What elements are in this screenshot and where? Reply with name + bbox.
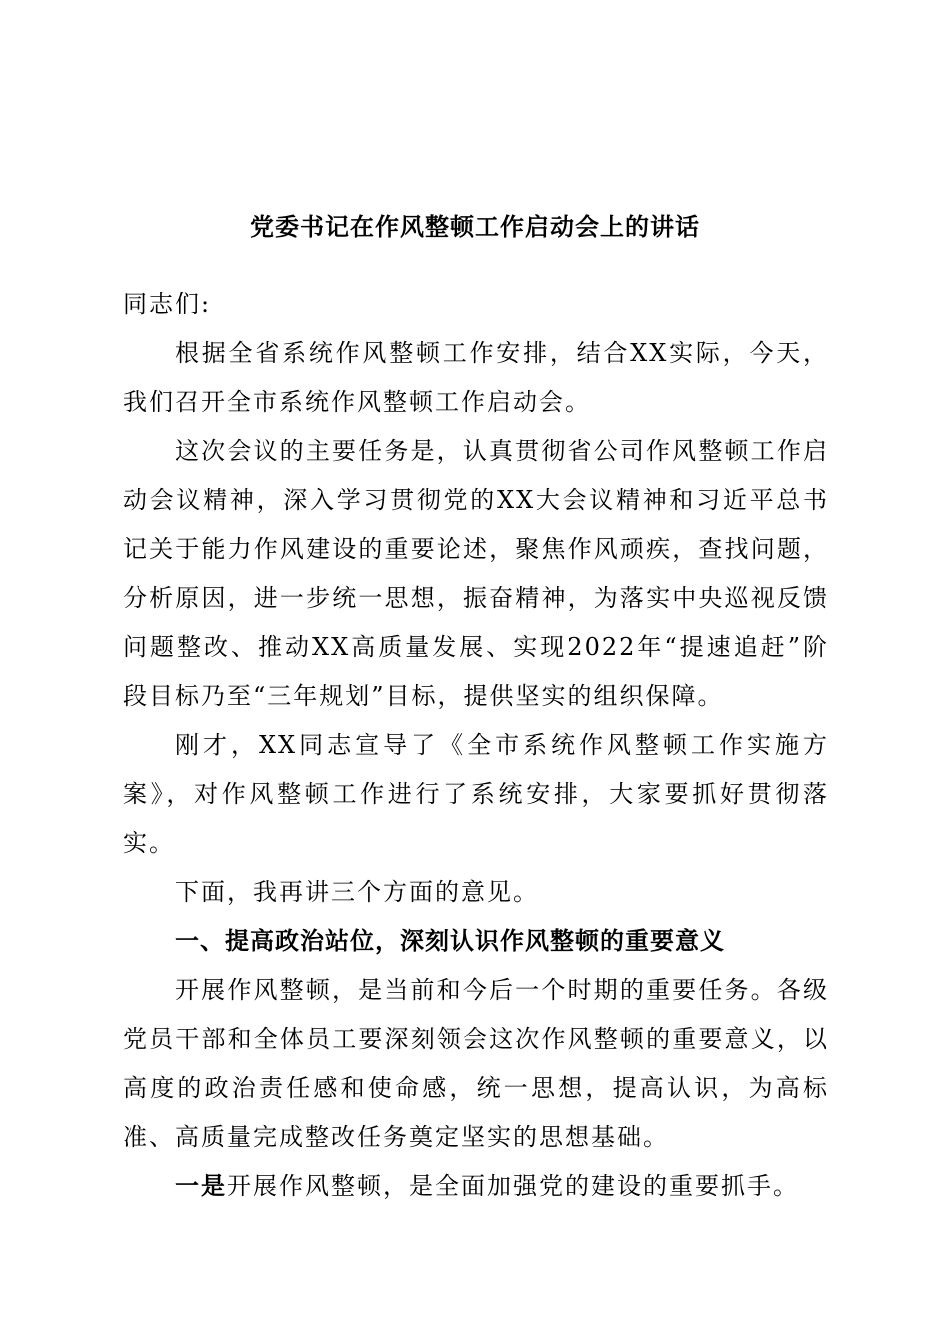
paragraph-three-opinions: 下面，我再讲三个方面的意见。 — [175, 878, 539, 906]
paragraph-intro: 根据全省系统作风整顿工作安排，结合XX实际，今天，我们召开全市系统作风整顿工作启动会。 — [123, 339, 829, 416]
document-title: 党委书记在作风整顿工作启动会上的讲话 — [250, 213, 700, 241]
salutation: 同志们: — [123, 290, 212, 318]
paragraph-plan-briefing: 刚才，XX同志宣导了《全市系统作风整顿工作实施方案》，对作风整顿工作进行了系统安排，大家要抓好贯彻落实。 — [123, 731, 829, 857]
paragraph-point-one — [123, 1162, 829, 1211]
document-body — [123, 280, 829, 1211]
paragraph-meeting-tasks: 这次会议的主要任务是，认真贯彻省公司作风整顿工作启动会议精神，深入学习贯彻党的XX大会议精神和习近平总书记关于能力作风建设的重要论述，聚焦作风顽疾，查找问题，分析原因，进一步统一思想，振奋精神，为落实中央巡视反馈问题整改、推动XX高质量发展、实现2022年“提速追赶”阶段目标乃至“三年规划”目标，提供坚实的组织保障。 — [123, 437, 829, 710]
point-one-lead: 一是 — [175, 1172, 227, 1200]
section-heading-1: 一、提高政治站位，深刻认识作风整顿的重要意义 — [175, 927, 725, 955]
point-one-text: 开展作风整顿，是全面加强党的建设的重要抓手。 — [227, 1172, 799, 1200]
paragraph-significance: 开展作风整顿，是当前和今后一个时期的重要任务。各级党员干部和全体员工要深刻领会这次作风整顿的重要意义，以高度的政治责任感和使命感，统一思想，提高认识，为高标准、高质量完成整改任务奠定坚实的思想基础。 — [123, 976, 829, 1151]
